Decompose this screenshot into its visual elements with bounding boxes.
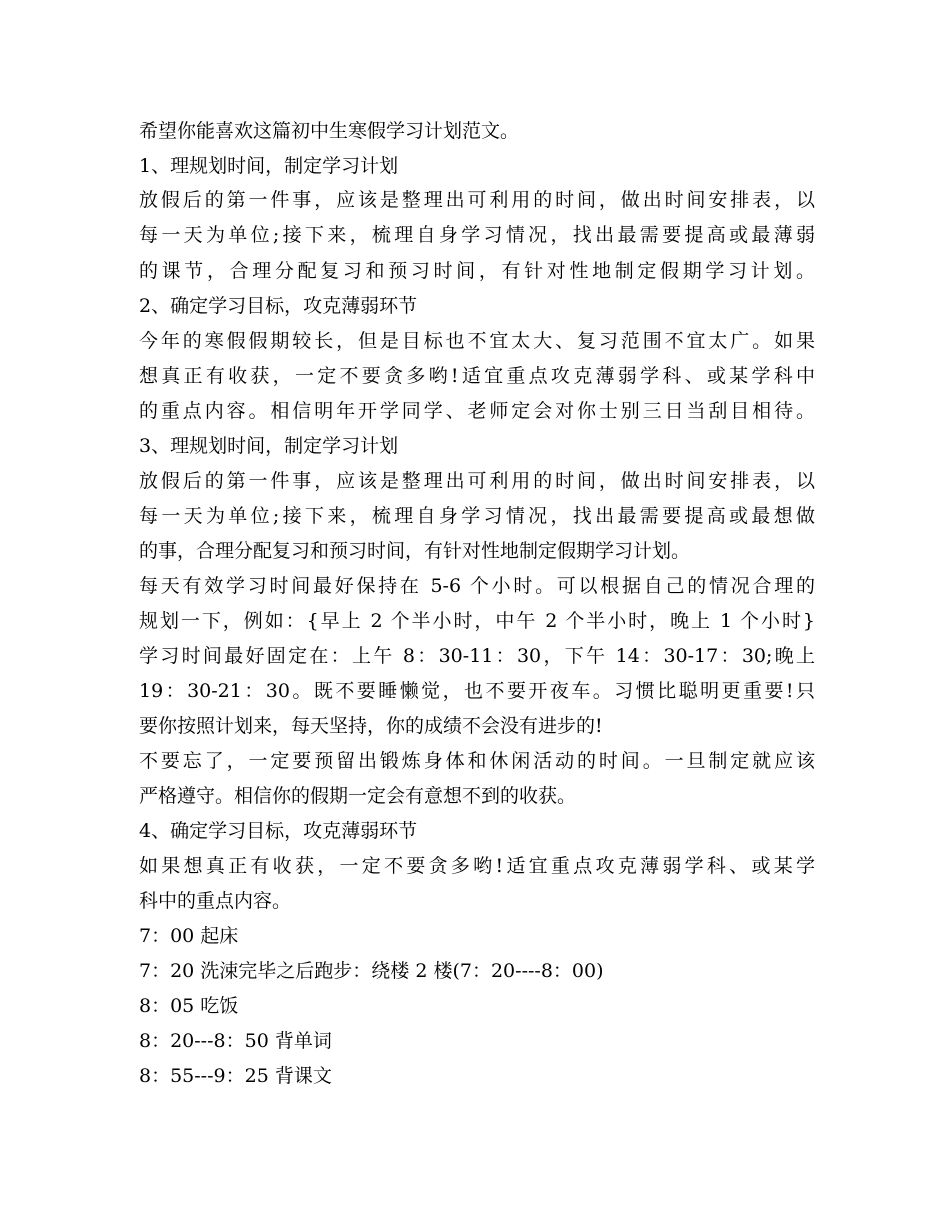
- text-line: 希望你能喜欢这篇初中生寒假学习计划范文。: [139, 120, 520, 142]
- text-line: 严格遵守。相信你的假期一定会有意想不到的收获。: [139, 785, 577, 807]
- text-line: 的重点内容。相信明年开学同学、老师定会对你士别三日当刮目相待。: [139, 400, 815, 422]
- text-line: 3、理规划时间，制定学习计划: [139, 435, 399, 457]
- text-line: 想真正有收获，一定不要贪多哟!适宜重点攻克薄弱学科、或某学科中: [139, 365, 815, 387]
- text-line: 规划一下，例如：{早上 2 个半小时，中午 2 个半小时，晚上 1 个小时}: [139, 610, 815, 632]
- text-line: 每一天为单位;接下来，梳理自身学习情况，找出最需要提高或最想做: [139, 505, 815, 527]
- text-line: 每天有效学习时间最好保持在 5-6 个小时。可以根据自己的情况合理的: [139, 575, 815, 597]
- text-line: 的课节，合理分配复习和预习时间，有针对性地制定假期学习计划。: [139, 260, 815, 282]
- text-line: 放假后的第一件事，应该是整理出可利用的时间，做出时间安排表，以: [139, 470, 815, 492]
- text-line: 8：55---9：25 背课文: [139, 1065, 332, 1087]
- text-line: 每一天为单位;接下来，梳理自身学习情况，找出最需要提高或最薄弱: [139, 224, 815, 246]
- text-line: 4、确定学习目标，攻克薄弱环节: [139, 820, 418, 842]
- text-line: 19：30-21：30。既不要睡懒觉，也不要开夜车。习惯比聪明更重要!只: [139, 680, 815, 702]
- text-line: 要你按照计划来，每天坚持，你的成绩不会没有进步的!: [139, 715, 603, 737]
- text-line: 放假后的第一件事，应该是整理出可利用的时间，做出时间安排表，以: [139, 189, 815, 211]
- text-line: 学习时间最好固定在：上午 8：30-11：30，下午 14：30-17：30;晚上: [139, 645, 815, 667]
- text-line: 1、理规划时间，制定学习计划: [139, 155, 399, 177]
- text-line: 科中的重点内容。: [139, 890, 292, 912]
- text-line: 不要忘了，一定要预留出锻炼身体和休闲活动的时间。一旦制定就应该: [139, 750, 815, 772]
- text-line: 如果想真正有收获，一定不要贪多哟!适宜重点攻克薄弱学科、或某学: [139, 855, 815, 877]
- text-line: 7：20 洗涑完毕之后跑步：绕楼 2 楼(7：20----8：00): [139, 960, 604, 982]
- text-line: 2、确定学习目标，攻克薄弱环节: [139, 295, 418, 317]
- text-line: 7：00 起床: [139, 925, 239, 947]
- text-line: 的事，合理分配复习和预习时间，有针对性地制定假期学习计划。: [139, 540, 691, 562]
- text-line: 8：20---8：50 背单词: [139, 1030, 332, 1052]
- text-line: 今年的寒假假期较长，但是目标也不宜太大、复习范围不宜太广。如果: [139, 330, 815, 352]
- text-line: 8：05 吃饭: [139, 995, 239, 1017]
